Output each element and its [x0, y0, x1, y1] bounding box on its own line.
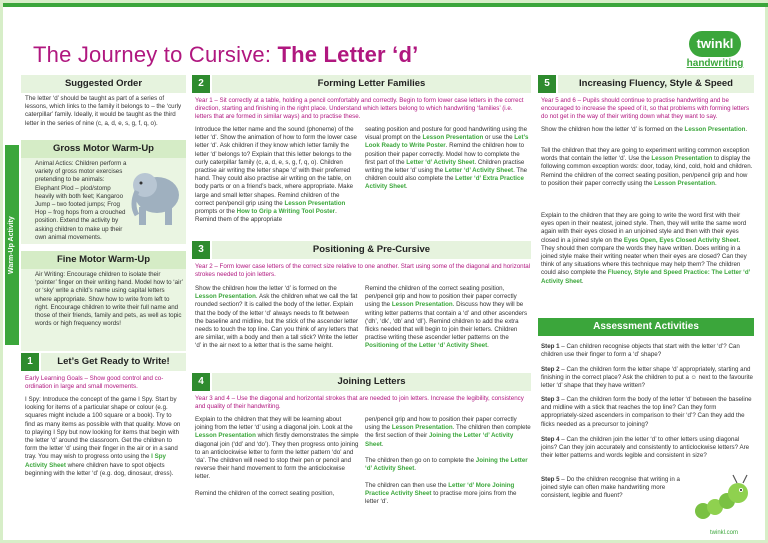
- s3-lesson-link[interactable]: Lesson Presentation: [195, 293, 256, 301]
- section-1-text-b: where children have to spot objects beginning with the letter ‘d’ (e.g. dog, dinosaur, dress).: [25, 461, 174, 477]
- logo-tag: handwriting: [686, 58, 744, 69]
- section-5-p2: [541, 147, 753, 188]
- gross-motor-heading: Gross Motor Warm-Up: [21, 140, 186, 158]
- s5-p2-a: Tell the children that they are going to experiment writing common exception words that contain the letter ‘d’. Use the: [541, 147, 750, 163]
- s4-left-c: Remind the children of the correct seating position,: [195, 489, 335, 497]
- section-4-intro: Year 3 and 4 – Use the diagonal and horizontal strokes that are needed to join letters. Increase the legibility, consistency and quality of their handwriting.: [195, 395, 524, 410]
- s4-right-d: The children then go on to complete the: [365, 457, 476, 465]
- assessment-step-5: [541, 476, 691, 501]
- top-border: [3, 3, 768, 7]
- s2-right-a: seating position and posture for good handwriting using the visual prompt on the: [365, 126, 528, 142]
- section-2-heading: Forming Letter Families: [212, 75, 531, 93]
- s2-extra-link[interactable]: Letter ‘d’ Extra Practice Activity Sheet: [365, 175, 524, 191]
- title-prefix: The Journey to Cursive:: [33, 42, 278, 67]
- s5-p1-a: Show the children how the letter ‘d’ is formed on the: [541, 126, 685, 133]
- step-3-text: – Can the children form the body of the letter ‘d’ between the baseline and midline with a stick that reaches the top line? Can they form appropriately-sized ascenders in comparison to their ‘d’? Can they add the flicks needed as a precursor to joining?: [541, 396, 752, 428]
- s4-more-joining-link[interactable]: Letter ‘d’ More Joining Practice Activity Sheet: [365, 481, 515, 497]
- title-strong: The Letter ‘d’: [277, 42, 419, 67]
- step-2-label: Step 2: [541, 366, 560, 373]
- section-1-intro: Early Learning Goals – Show good control and co-ordination in large and small movements.: [25, 375, 164, 390]
- section-3-heading: Positioning & Pre-Cursive: [212, 241, 531, 259]
- assessment-heading: Assessment Activities: [538, 318, 754, 336]
- section-1-text-a: I Spy: Introduce the concept of the game I Spy. Start by looking for items of a particular shape or colour (e.g. squares might include a 100 square or a book). Try to find as many items as possible with that quality. Move on to playing I Spy but now looking for items that begin with the letter ‘d’ around the classroom. Get the children to form the letter ‘d’ using their finger in the air or in a sand tray. You may wish to progress onto using the: [25, 396, 181, 461]
- step-1-text: – Can children recognise objects that start with the letter ‘d’? Can children use their finger to form a ‘d’ shape?: [541, 343, 740, 359]
- s3-left-b: . Ask the children what we call the fat rounded section? It is called the body of the letter. Explain that the body of the letter ‘d’ always needs to fit between the baseline and midline, but the stick of the ascender letter needs to touch the top line. Can you think of any letters that are similar, with a body and then a tall stick? Write the letter ‘d’ in the air next to a letter that is the same height.: [195, 293, 359, 350]
- s4-right-c: .: [381, 440, 384, 448]
- section-5-p1: [541, 126, 753, 134]
- s2-right-c: . Remind the children how to position their paper correctly. Model how to complete the first part of the: [365, 142, 525, 166]
- s3-positioning-link[interactable]: Positioning of the Letter ‘d’ Activity Sheet: [365, 342, 488, 350]
- section-4-right: [365, 416, 531, 506]
- s4-joining-link-2[interactable]: Joining the Letter ‘d’ Activity Sheet: [365, 457, 528, 473]
- section-4-heading: Joining Letters: [212, 373, 531, 391]
- page-title: [33, 42, 418, 68]
- step-5-text: – Do the children recognise that writing in a joined style can often make handwriting more consistent, legible and fluent?: [541, 476, 680, 500]
- s3-left-a: Show the children how the letter ‘d’ is formed on the: [195, 285, 337, 292]
- s2-left-a: Introduce the letter name and the sound (phoneme) of the letter ‘d’. Show the animation of how to form the lower case letter ‘d’. Ask children if they know which letter family the letter ‘d’ belongs to? Explain that this letter belongs to the curly caterpillar family (c, a, d, e, s, g, f, q, o). Children practise air writing the letter shape ‘d’ with their preferred hand. They could also practise air writing on the table, on body parts or on a friend’s back, where appropriate. Make large and small letter shapes. Remind children of the correct pen/pencil grip using the: [195, 126, 357, 207]
- s2-right-d: . Children practise writing the letter ‘d’ using the: [365, 158, 525, 175]
- section-5-intro: Year 5 and 6 – Pupils should continue to practise handwriting and be encouraged to increase the speed of it, so that problems with forming letters do not get in the way of their writing down what they want to say.: [541, 97, 750, 120]
- section-1-heading: Let’s Get Ready to Write!: [41, 353, 186, 371]
- twinkl-logo: [683, 31, 747, 75]
- step-5-label: Step 5: [541, 476, 560, 483]
- s5-p3-c: .: [581, 277, 584, 285]
- section-2-right: [365, 126, 531, 192]
- gross-motor-text: Animal Actics: Children perform a variety of gross motor exercises pretending to be animals: Elephant Plod – plod/stomp heavily with both feet; Kangaroo Jump – two footed jumps; Frog Hop – frog hops from a crouched position. Extend the activity by asking children to make up their own animal movements.: [35, 160, 127, 241]
- s5-eyes-link[interactable]: Eyes Open, Eyes Closed Activity Sheet: [623, 236, 739, 244]
- s4-right-f: The children can then use the: [365, 481, 449, 489]
- section-4-number: 4: [192, 373, 210, 391]
- s4-left-a: Explain to the children that they will be learning about joining from the letter ‘d’ using a diagonal join. Look at the: [195, 416, 353, 432]
- s2-left-mid: prompts or the: [195, 208, 237, 216]
- assessment-step-2: [541, 366, 753, 391]
- step-4-text: – Can the children join the letter ‘d’ to other letters using diagonal joins? Can they join accurately and consistently to anticlockwise letters? Are their letter patterns and words legible and consistent in size?: [541, 436, 750, 460]
- s4-right-e: .: [414, 465, 417, 473]
- s2-activity-link[interactable]: Letter ‘d’ Activity Sheet: [406, 158, 475, 166]
- elephant-illustration: [131, 161, 183, 241]
- s2-right-e: . The children could also complete the: [365, 167, 528, 183]
- s5-lesson-link[interactable]: Lesson Presentation: [684, 126, 746, 133]
- section-5-number: 5: [538, 75, 556, 93]
- s4-left-b: which firstly demonstrates the simple diagonal join (‘dd’ and ‘do’). They then progress onto joining to an anticlockwise letter to form the letter pattern ‘do’ and ‘da’. The children will need to stop their pen or pencil and reverse their hand movement to form the anticlockwise letter.: [195, 432, 359, 481]
- s4-right-b: . The children then complete the first section of their: [365, 424, 531, 440]
- suggested-order-heading: Suggested Order: [21, 75, 186, 93]
- s5-p3-a: Explain to the children that they are going to write the word first with their eyes open in their neatest, joined style. Then, they will write the same word again with their eyes closed in an unjoined style and then with their eyes closed in a joined style on the: [541, 212, 747, 244]
- s2-right-f: .: [405, 183, 408, 191]
- caterpillar-illustration: [693, 473, 753, 523]
- suggested-order-text: The letter ‘d’ should be taught as part of a series of lessons, which links to the family it belongs to – the ‘curly caterpillar’ family. Ideally, it would be taught as the third letter in the series of nine (c, a, d, e, s, g, f, q, o).: [25, 95, 182, 127]
- section-3-left: [195, 285, 359, 351]
- s3-right-b: . Discuss how they will be writing letter patterns that contain a ‘d’ and other ascenders (‘dh’, ‘dk’, ‘db’ and ‘dl’). Remind children to add the extra flicks needed that will begin to join their letters. Children practise writing these ascender letter patterns on the: [365, 301, 528, 342]
- warm-up-side-tab: Warm-Up Activity: [5, 145, 19, 345]
- section-2-number: 2: [192, 75, 210, 93]
- footer-url: twinkl.com: [710, 530, 739, 536]
- assessment-step-4: [541, 436, 753, 461]
- section-1-number: 1: [21, 353, 39, 371]
- s3-right-a: Remind the children of the correct seating position, pen/pencil grip and how to position their paper correctly using the: [365, 285, 517, 309]
- s2-activity-link-2[interactable]: Letter ‘d’ Activity Sheet: [444, 167, 514, 175]
- logo-brand: twinkl: [689, 31, 741, 57]
- s4-joining-link[interactable]: Joining the Letter ‘d’ Activity Sheet: [365, 432, 514, 448]
- i-spy-sheet-link[interactable]: I Spy Activity Sheet: [25, 453, 166, 469]
- s4-lesson-link[interactable]: Lesson Presentation: [195, 432, 256, 440]
- assessment-step-3: [541, 396, 753, 429]
- s5-p1-b: .: [745, 126, 748, 133]
- step-3-label: Step 3: [541, 396, 560, 403]
- section-3-right: [365, 285, 531, 351]
- s3-right-c: .: [487, 342, 489, 350]
- step-2-text: – Can the children form the letter shape ‘d’ appropriately, starting and finishing in the correct place? Ask the children to put a ☺ next to the favourite letter ‘d’ shape that they have written?: [541, 366, 753, 390]
- s2-lesson-link[interactable]: Lesson Presentation: [284, 199, 346, 207]
- section-1-text: [25, 396, 183, 478]
- s2-right-b: or use the: [483, 134, 515, 142]
- s2-left-end: . Remind them of the appropriate: [195, 208, 337, 224]
- s4-right-a: pen/pencil grip and how to position their paper correctly using the: [365, 416, 517, 432]
- section-5-p3: [541, 212, 753, 286]
- s4-right-lesson-link[interactable]: Lesson Presentation: [391, 424, 453, 432]
- s5-lesson-link-3[interactable]: Lesson Presentation: [654, 179, 716, 187]
- s5-p3-b: . They should then compare the words they have written. Does writing in a joined style make their writing neater when their eyes are closed? Can they think of any situations where this technique may help them? The children could also complete the: [541, 236, 747, 277]
- fine-motor-heading: Fine Motor Warm-Up: [21, 251, 186, 269]
- s2-ready-poster-link[interactable]: Let’s Look Ready to Write Poster: [365, 134, 529, 150]
- step-1-label: Step 1: [541, 343, 560, 350]
- s5-p2-c: .: [715, 179, 717, 187]
- s2-right-lesson-link[interactable]: Lesson Presentation: [422, 134, 484, 142]
- s5-p2-b: to display the following common exception words: door, today, kind, cold, hold and children. Remind the children of the correct seating position, pen/pencil grip and how to position their paper correctly using the: [541, 155, 753, 187]
- assessment-step-1: [541, 343, 753, 359]
- fine-motor-text: Air Writing: Encourage children to isolate their ‘pointer’ finger on their writing hand. Model how to ‘air’ or ‘sky’ write a child’s name using capital letters where appropriate. Show how to write from left to right. Encourage children to write their full name and those of their friends, family and pets, as well as topic words or high frequency words!: [35, 271, 183, 328]
- s4-right-g: to practise more joins from the letter ‘d’.: [365, 489, 517, 506]
- section-4-left: [195, 416, 359, 498]
- step-4-label: Step 4: [541, 436, 560, 443]
- section-3-intro: Year 2 – Form lower case letters of the correct size relative to one another. Start using some of the diagonal and horizontal strokes needed to join letters.: [195, 263, 531, 278]
- s5-fluency-link[interactable]: Fluency, Style and Speed Practice: The Letter ‘d’ Activity Sheet: [541, 269, 750, 285]
- s3-right-lesson-link[interactable]: Lesson Presentation: [391, 301, 453, 309]
- s5-lesson-link-2[interactable]: Lesson Presentation: [651, 155, 713, 163]
- section-3-number: 3: [192, 241, 210, 259]
- section-2-intro: Year 1 – Sit correctly at a table, holding a pencil comfortably and correctly. Begin to form lower case letters in the correct direction, starting and finishing in the right place. Understand which letters belong to which handwriting ‘families’ (i.e. letters that are formed in similar ways) and to practise these.: [195, 97, 524, 120]
- section-5-heading: Increasing Fluency, Style & Speed: [558, 75, 754, 93]
- s2-grip-poster-link[interactable]: How to Grip a Writing Tool Poster: [236, 208, 336, 216]
- section-2-left: [195, 126, 359, 224]
